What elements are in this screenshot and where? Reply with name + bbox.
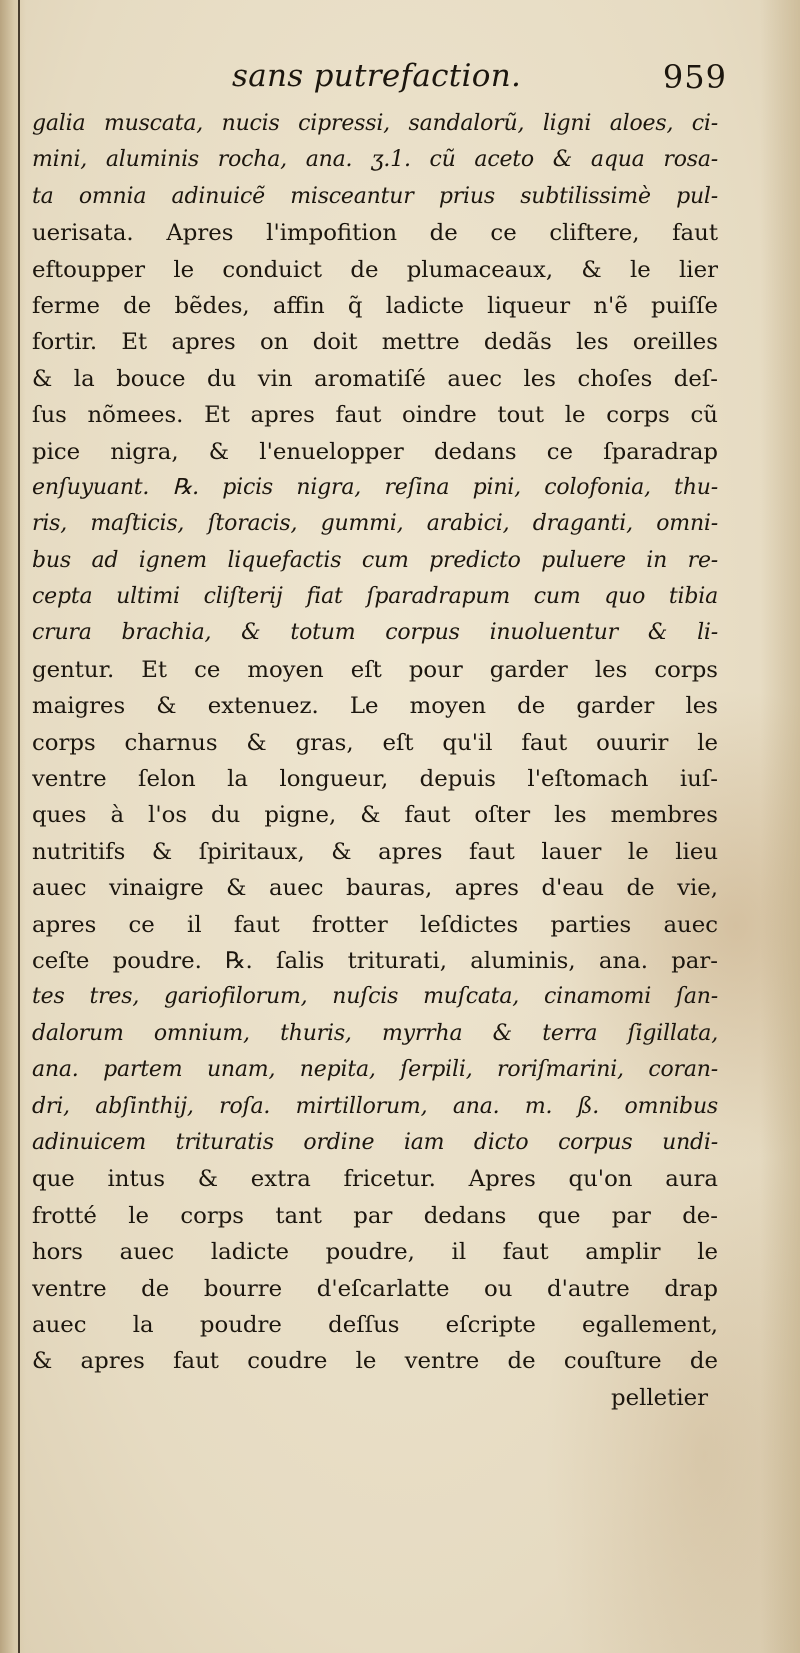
text-line: ris, maſticis, ſtoracis, gummi, arabici, draganti, omni- xyxy=(32,511,718,537)
page-header xyxy=(232,58,727,102)
text-line: ventre de bourre d'eſcarlatte ou d'autre drap xyxy=(32,1275,718,1302)
text-line: ferme de bẽdes, affin q̃ ladicte liqueur n'ẽ puiſſe xyxy=(32,292,718,319)
text-line: gentur. Et ce moyen eſt pour garder les corps xyxy=(32,656,718,683)
body-text xyxy=(32,106,718,1416)
text-line: ceſte poudre. ℞. ſalis triturati, aluminis, ana. par- xyxy=(32,947,718,974)
text-line: ques à l'os du pigne, & faut oſter les membres xyxy=(32,802,718,829)
text-line: dalorum omnium, thuris, myrrha & terra ſigillata, xyxy=(32,1020,718,1046)
text-line: auec la poudre deſſus eſcripte egallement, xyxy=(32,1311,718,1338)
text-line: enſuyuant. ℞. picis nigra, reſina pini, colofonia, thu- xyxy=(32,474,718,500)
text-line: nutritifs & ſpiritaux, & apres faut lauer le lieu xyxy=(32,838,718,865)
text-line: maigres & extenuez. Le moyen de garder les xyxy=(32,693,718,720)
text-line: hors auec ladicte poudre, il faut amplir le xyxy=(32,1239,718,1266)
text-line: auec vinaigre & auec bauras, apres d'eau de vie, xyxy=(32,875,718,902)
binding-edge xyxy=(18,0,20,1653)
page-edge-shadow xyxy=(760,0,800,1653)
text-line: bus ad ignem liquefactis cum predicto puluere in re- xyxy=(32,547,718,573)
text-line: crura brachia, & totum corpus inuoluentur & li- xyxy=(32,620,718,646)
binding-gutter xyxy=(0,0,26,1653)
text-line: frotté le corps tant par dedans que par de- xyxy=(32,1202,718,1229)
text-line: mini, aluminis rocha, ana. ʒ.1. cũ aceto & aqua rosa- xyxy=(32,147,718,173)
text-line: & la bouce du vin aromatiſé auec les choſes deſ- xyxy=(32,365,718,392)
page-number: 959 xyxy=(662,58,727,96)
text-line: cepta ultimi cliſterij fiat ſparadrapum cum quo tibia xyxy=(32,584,718,610)
text-line: que intus & extra fricetur. Apres qu'on aura xyxy=(32,1166,718,1193)
text-line: fortir. Et apres on doit mettre dedãs les oreilles xyxy=(32,329,718,356)
text-line: eftoupper le conduict de plumaceaux, & le lier xyxy=(32,256,718,283)
text-line: pice nigra, & l'enuelopper dedans ce ſparadrap xyxy=(32,438,718,465)
text-line: ana. partem unam, nepita, ſerpili, roriſmarini, coran- xyxy=(32,1057,718,1083)
text-line: ventre ſelon la longueur, depuis l'eſtomach iuſ- xyxy=(32,766,718,793)
text-line: & apres faut coudre le ventre de couſture de xyxy=(32,1348,718,1375)
text-line: dri, abſinthij, roſa. mirtillorum, ana. m. ß. omnibus xyxy=(32,1093,718,1119)
text-line: galia muscata, nucis cipressi, sandalorũ, ligni aloes, ci- xyxy=(32,111,718,136)
text-line: ſus nõmees. Et apres faut oindre tout le corps cũ xyxy=(32,402,718,429)
catchword: pelletier xyxy=(611,1384,708,1411)
text-line: uerisata. Apres l'impofition de ce cliftere, faut xyxy=(32,220,718,247)
text-line: tes tres, gariofilorum, nuſcis muſcata, cinamomi ſan- xyxy=(32,984,718,1010)
text-line: apres ce il faut frotter leſdictes parties auec xyxy=(32,911,718,938)
text-line: corps charnus & gras, eſt qu'il faut ouurir le xyxy=(32,729,718,756)
text-line: ta omnia adinuicẽ misceantur prius subtilissimè pul- xyxy=(32,183,718,209)
text-line: adinuicem trituratis ordine iam dicto corpus undi- xyxy=(32,1129,718,1155)
running-title: sans putrefaction. xyxy=(232,58,522,94)
